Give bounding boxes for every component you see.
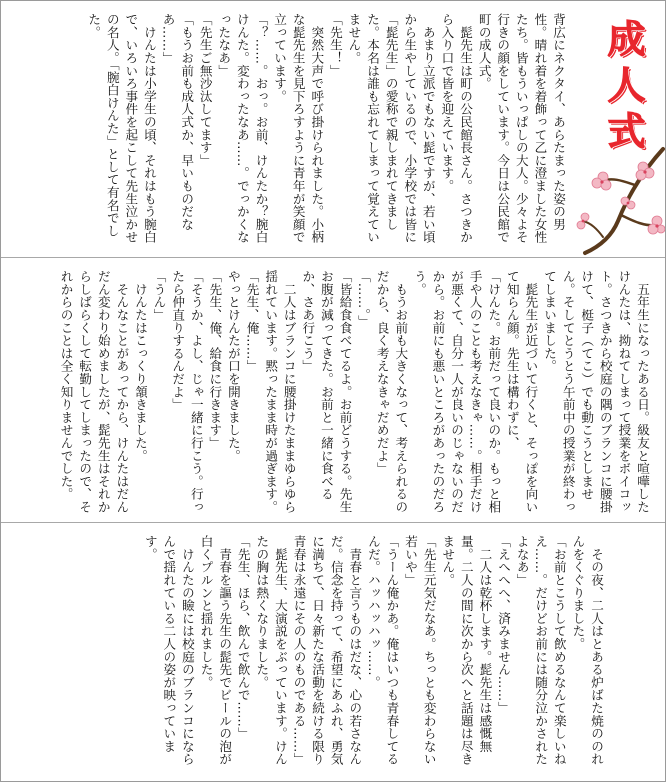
story-text-2: 五年生になったある日。級友と喧嘩したけんたは、拗ねてしまって授業をボイコット。さつきから校庭の隅のブランコに腰掛けて、梃子（てこ）でも動こうとしません。そしてとうとう午前中の授業が終わってしまいました。 髭先生が近づいて行くと、そっぽを向いて知らん顔。先生は構わずに、 「けんた。お前だって良いのか。もっと相手や人のことも考えなきゃ……。相手だけが悪くて、自分一人が良いのじゃないのだから。お前にも悪いところがあったのだろう。 もうお前も大きくなって、考えられるのだから、良く考えなきゃだめだよ」 「……。」 「皆給食食べてるよ。お前どうする。先生お腹が減ってきた。お前と一緒に食べるか、さあ行こう」 二人はブランコに腰掛けたままゆらゆら揺れています。黙ったまま時が過ぎます。 「先生、俺……」 やっとけんたが口を開きました。 「先生、俺、給食に行きます」 「そうか、よし、じゃ一緒に行こう。行ったら仲直りするんだよ」 「うん」 けんたはこっくり頷きました。 そんなことがあってから、けんたはだんだん変わり始めましたが、髭先生はそれからしばらくして転勤してしまったので、それからのことは全く知りませんでした。: [58, 270, 650, 514]
plum-blossom-icon: [573, 141, 665, 256]
story-text-3: その夜、二人はとある炉ばた焼ののれんをくぐりました。 「お前とこうして飲めるなんて楽しいねえ……。だけどお前には随分泣かされたよなあ」 「えへへへ、済みません……」 二人は乾杯します。髭先生は感慨無量。二人の間に次から次へと話題は尽きません。 「先生元気だなあ。ちっとも変わらない若いや」 「うーん俺かあ。俺はいつも青春してるんだ。ハッハッハッ……。 青春と言うものはだな、心の若さなんだ。信念を持って、希望にあふれ、勇気に満ちて、日々新たな活動を続ける限り青春は永遠にその人のものである……」 髭先生、大演説をぶっています。けんたの胸は熱くなりました。 「先生、ほら、飲んで飲んで……」 青春を謳う先生の髭先でビールの泡が白くプルンと揺れました。 けんたの瞼には校庭のブランコにならんで揺れている二人の姿が映っています。: [142, 535, 604, 766]
story-section-1: [1, 1, 665, 256]
story-title: 成人式: [601, 19, 645, 157]
story-section-2: [1, 258, 665, 521]
story-section-3: [1, 523, 665, 781]
story-text-1: 背広にネクタイ、あらたまった姿の男性。晴れ着を着飾って乙に澄ました女性たち。皆もういっぱしの大人。少々よそ行きの顔をしています。今日は公民館で町の成人式。 髭先生は町の公民館長さん。さつきから入り口で皆を迎えています。 あまり立派でもない髭ですが、若い頃から生やしているので、小学校では皆に「髭先生」の愛称で親しまれてきました。本名は誰も忘れてしまって覚えていません。 「先生！」 突然大声で呼び掛けられました。小柄な髭先生を見下ろすように青年が笑顔で立っています。 「？……。おっ。お前、けんたか？腕白けんた。変わったなあ……。でっかくなったなあ」 「先生ご無沙汰してます」 「もうお前も成人式か、早いものだなあ……」 けんたは小学生の頃、それはもう腕白で、いろいろ事件を起こして先生泣かせの名人。「腕白けんた」として有名でした。: [86, 13, 566, 244]
